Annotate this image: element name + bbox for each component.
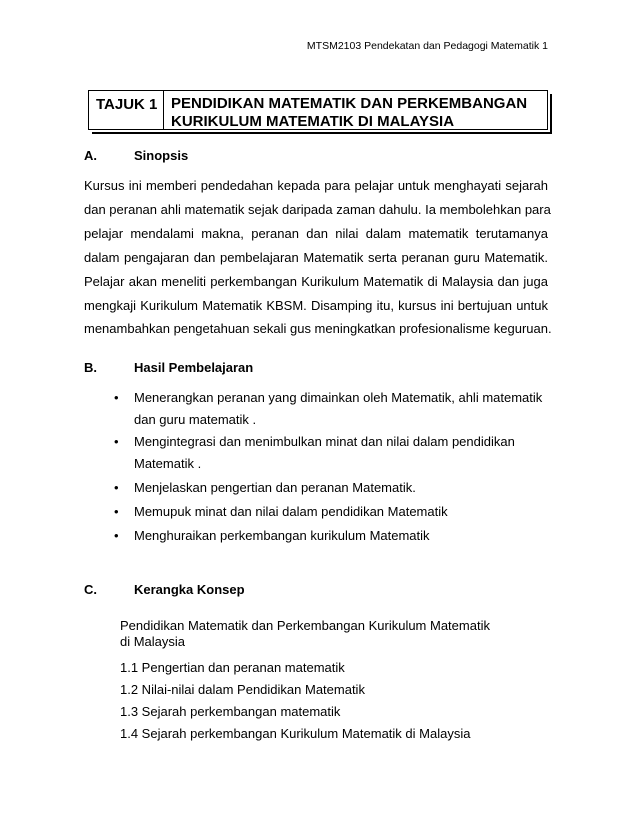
bullet-icon: • xyxy=(114,390,119,405)
section-letter: A. xyxy=(84,148,97,163)
topic-title-box xyxy=(88,90,548,130)
bullet-icon: • xyxy=(114,434,119,449)
section-a-heading xyxy=(84,148,188,163)
list-item-text: Menerangkan peranan yang dimainkan oleh Matematik, ahli matematik xyxy=(134,390,543,405)
section-c-heading xyxy=(84,582,245,597)
list-item-text: Matematik . xyxy=(134,456,202,471)
list-item-text: Memupuk minat dan nilai dalam pendidikan Matematik xyxy=(134,504,448,519)
list-item-text: Menjelaskan pengertian dan peranan Matematik. xyxy=(134,480,416,495)
topic-title xyxy=(164,91,547,129)
framework-item: 1.2 Nilai-nilai dalam Pendidikan Matematik xyxy=(120,682,365,697)
topic-label: TAJUK 1 xyxy=(89,91,164,129)
topic-title-line-2: KURIKULUM MATEMATIK DI MALAYSIA xyxy=(171,113,455,130)
framework-title-line: Pendidikan Matematik dan Perkembangan Kurikulum Matematik xyxy=(120,618,490,633)
section-title: Hasil Pembelajaran xyxy=(134,360,254,375)
page-header: MTSM2103 Pendekatan dan Pedagogi Matematik 1 xyxy=(306,40,548,52)
title-box-frame xyxy=(88,90,548,130)
list-item-text: Mengintegrasi dan menimbulkan minat dan nilai dalam pendidikan xyxy=(134,434,515,449)
list-item-text: dan guru matematik . xyxy=(134,412,257,427)
synopsis-line: dalam pengajaran dan pembelajaran Matematik serta peranan guru Matematik. xyxy=(84,249,548,265)
framework-title-line: di Malaysia xyxy=(120,634,186,649)
section-title: Kerangka Konsep xyxy=(134,582,245,597)
section-b-heading xyxy=(84,360,253,375)
section-title: Sinopsis xyxy=(134,148,189,163)
synopsis-line: pelajar mendalami makna, peranan dan nilai dalam matematik terutamanya xyxy=(84,225,548,241)
bullet-icon: • xyxy=(114,528,119,543)
section-letter: B. xyxy=(84,360,97,375)
bullet-icon: • xyxy=(114,480,119,495)
synopsis-line: menambahkan pengetahuan sekali gus meningkatkan profesionalisme keguruan. xyxy=(84,321,552,337)
bullet-icon: • xyxy=(114,504,119,519)
synopsis-line: Pelajar akan meneliti perkembangan Kurikulum Matematik di Malaysia dan juga xyxy=(84,273,548,289)
synopsis-line: dan peranan ahli matematik sejak daripada zaman dahulu. Ia membolehkan para xyxy=(84,201,551,217)
framework-item: 1.1 Pengertian dan peranan matematik xyxy=(120,660,345,675)
list-item-text: Menghuraikan perkembangan kurikulum Matematik xyxy=(134,528,430,543)
topic-title-line-1: PENDIDIKAN MATEMATIK DAN PERKEMBANGAN xyxy=(171,95,528,112)
framework-title xyxy=(120,618,490,650)
synopsis-line: Kursus ini memberi pendedahan kepada para pelajar untuk menghayati sejarah xyxy=(84,178,548,193)
synopsis-paragraph xyxy=(84,174,552,341)
framework-item: 1.3 Sejarah perkembangan matematik xyxy=(120,704,341,719)
section-letter: C. xyxy=(84,582,97,597)
synopsis-line: mengkaji Kurikulum Matematik KBSM. Disamping itu, kursus ini bertujuan untuk xyxy=(84,297,548,313)
framework-item: 1.4 Sejarah perkembangan Kurikulum Matematik di Malaysia xyxy=(120,726,471,741)
